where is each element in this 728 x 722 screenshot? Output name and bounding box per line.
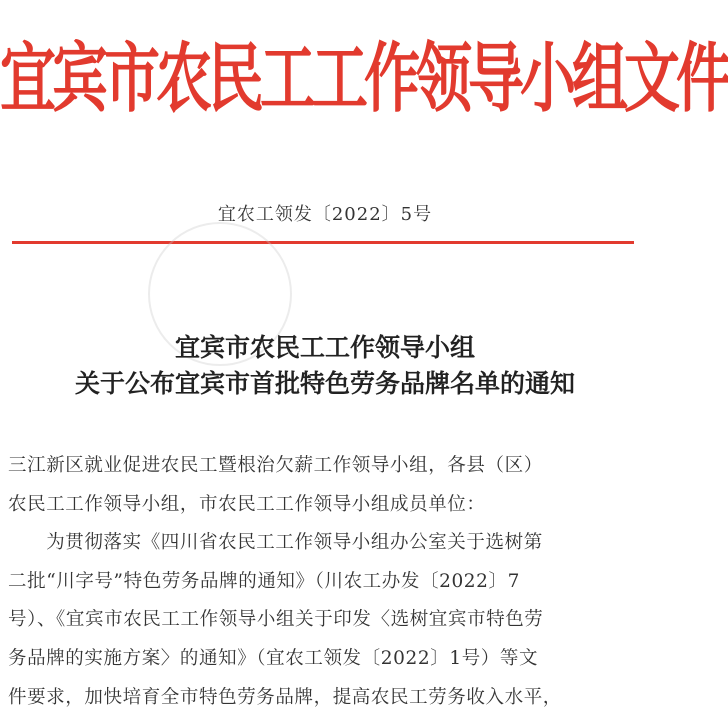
document-header-title: 宜宾市农民工工作领导小组文件 xyxy=(0,34,728,124)
body-line: 三江新区就业促进农民工暨根治欠薪工作领导小组，各县（区） xyxy=(8,455,543,476)
body-line: 为贯彻落实《四川省农民工工作领导小组办公室关于选树第 xyxy=(8,532,543,553)
notice-title-line-1: 宜宾市农民工工作领导小组 xyxy=(174,333,475,362)
document-number: 宜农工领发〔2022〕5号 xyxy=(217,204,433,225)
notice-title-line-2: 关于公布宜宾市首批特色劳务品牌名单的通知 xyxy=(74,369,575,398)
body-line: 号）、《宜宾市农民工工作领导小组关于印发〈选树宜宾市特色劳 xyxy=(8,609,544,630)
red-separator-line xyxy=(12,241,634,244)
body-line: 件要求，加快培育全市特色劳务品牌，提高农民工劳务收入水平， xyxy=(8,687,562,708)
body-line: 务品牌的实施方案〉的通知》（宜农工领发〔2022〕1号）等文 xyxy=(8,648,539,669)
body-line: 二批“川字号”特色劳务品牌的通知》（川农工办发〔2022〕7 xyxy=(8,571,521,592)
body-line: 农民工工作领导小组，市农民工工作领导小组成员单位： xyxy=(8,494,486,515)
